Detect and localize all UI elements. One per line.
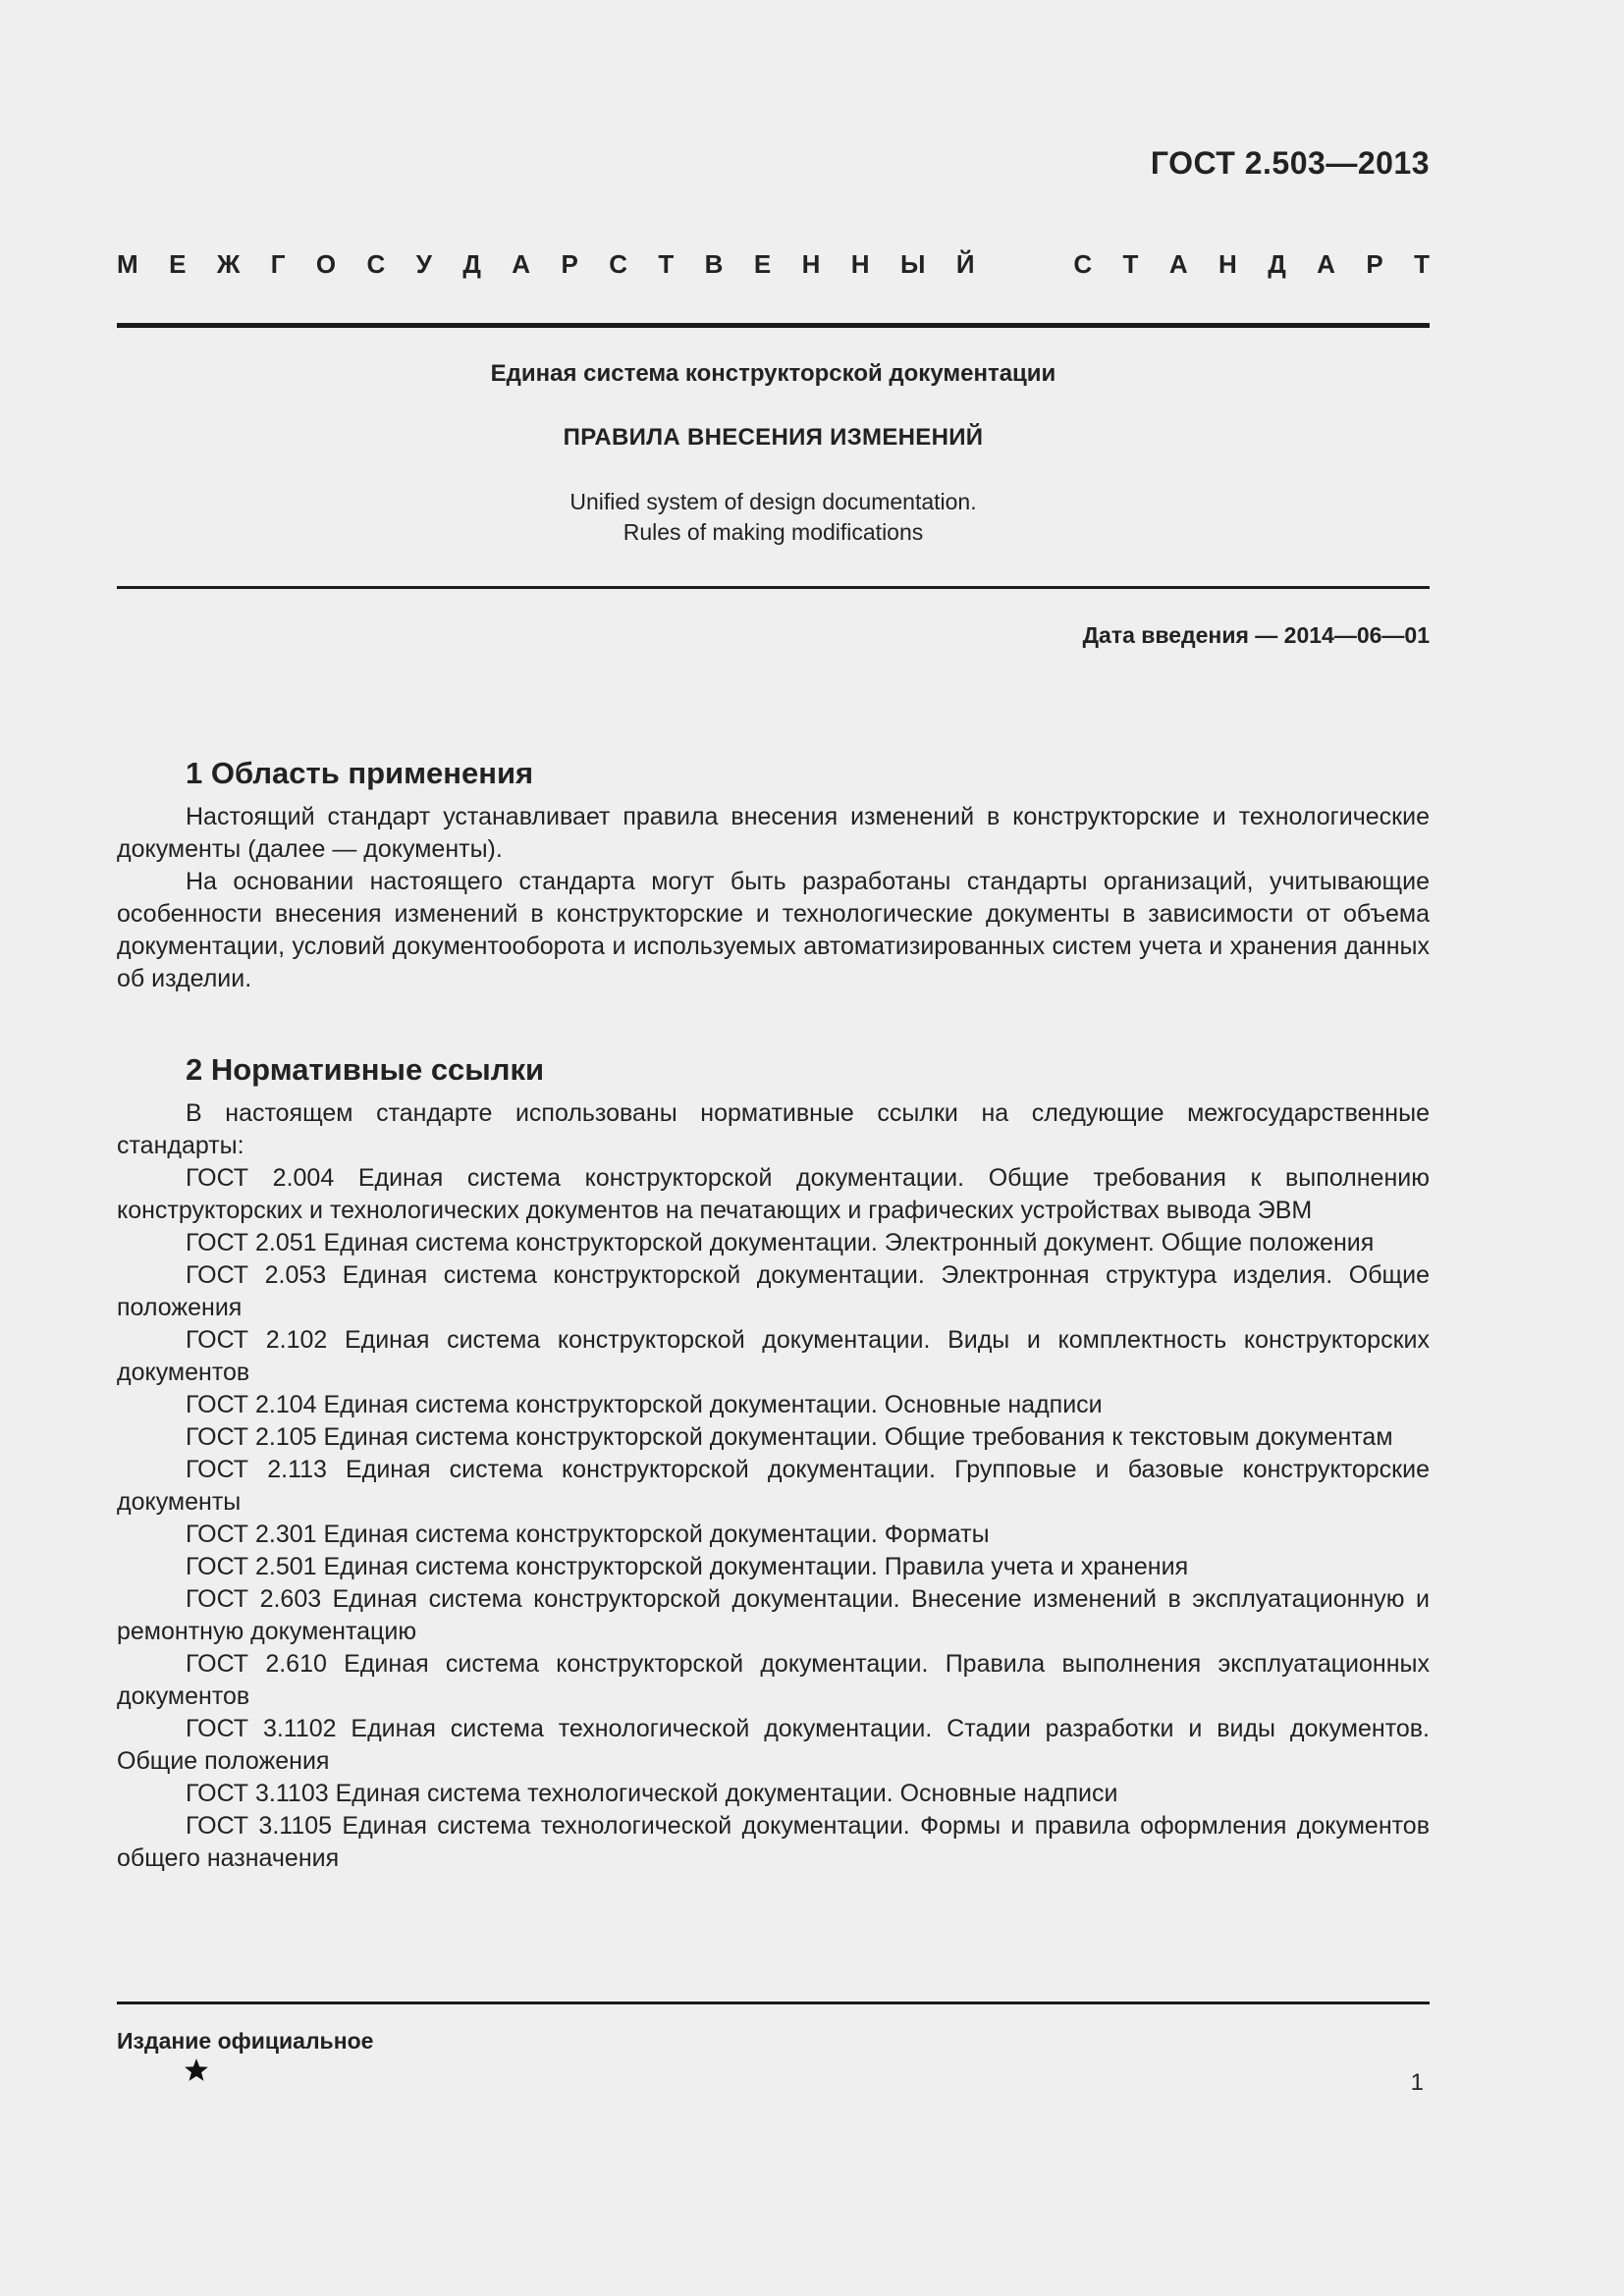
title-divider [117, 586, 1430, 589]
letter: Ж [216, 249, 241, 279]
letter: Г [270, 249, 286, 279]
letter: Д [1268, 249, 1286, 279]
letter: Й [955, 249, 975, 279]
reference-item: ГОСТ 2.105 Единая система конструкторской документации. Общие требования к текстовым документам [186, 1423, 1393, 1451]
letter: Н [850, 249, 870, 279]
letter: Т [658, 249, 675, 279]
letter: Н [1218, 249, 1237, 279]
word-gap [1005, 249, 1043, 280]
letter: Т [1122, 249, 1139, 279]
letter: Ы [899, 249, 926, 279]
header-divider [117, 323, 1430, 328]
letter: А [1168, 249, 1188, 279]
reference-item: ГОСТ 2.004 Единая система конструкторской документации. Общие требования к выполнению конструкторских и технологических документов на печатающих и графических устройствах вывода ЭВМ [117, 1164, 1430, 1224]
english-title-line: Rules of making modifications [623, 519, 924, 545]
reference-item: ГОСТ 2.053 Единая система конструкторской документации. Электронная структура изделия. Общие положения [117, 1261, 1430, 1321]
reference-item: ГОСТ 3.1103 Единая система технологической документации. Основные надписи [186, 1780, 1118, 1807]
reference-item: ГОСТ 2.301 Единая система конструкторской документации. Форматы [186, 1521, 990, 1548]
letter: С [366, 249, 386, 279]
document-page [117, 0, 1430, 2296]
introduction-date: Дата введения — 2014—06—01 [1082, 622, 1430, 648]
letter: Н [801, 249, 821, 279]
english-title-line: Unified system of design documentation. [569, 489, 977, 514]
letter: Е [169, 249, 187, 279]
section-heading: 2 Нормативные ссылки [186, 1052, 545, 1087]
reference-item: ГОСТ 3.1102 Единая система технологической документации. Стадии разработки и виды документов. Общие положения [117, 1715, 1430, 1775]
footer-divider [117, 2002, 1430, 2004]
reference-item: ГОСТ 2.051 Единая система конструкторской документации. Электронный документ. Общие положения [186, 1229, 1375, 1256]
letter: В [704, 249, 724, 279]
letter: Д [462, 249, 481, 279]
letter: Р [561, 249, 578, 279]
reference-item: ГОСТ 2.104 Единая система конструкторской документации. Основные надписи [186, 1391, 1103, 1418]
publication-label: Издание официальное [117, 2028, 374, 2054]
english-title [117, 487, 1430, 548]
paragraph: В настоящем стандарте использованы нормативные ссылки на следующие межгосударственные стандарты: [117, 1099, 1430, 1159]
letter: А [512, 249, 531, 279]
letter: С [1073, 249, 1093, 279]
reference-item: ГОСТ 2.501 Единая система конструкторской документации. Правила учета и хранения [186, 1553, 1189, 1580]
reference-item: ГОСТ 3.1105 Единая система технологической документации. Формы и правила оформления документов общего назначения [117, 1812, 1430, 1872]
paragraph: Настоящий стандарт устанавливает правила внесения изменений в конструкторские и технологические документы (далее — документы). [117, 803, 1430, 863]
section-scope [117, 756, 1430, 995]
letter: Е [753, 249, 772, 279]
document-title: ПРАВИЛА ВНЕСЕНИЯ ИЗМЕНЕНИЙ [563, 424, 984, 451]
system-title: Единая система конструкторской документации [490, 360, 1056, 387]
document-number: ГОСТ 2.503—2013 [1150, 145, 1430, 181]
reference-item: ГОСТ 2.603 Единая система конструкторской документации. Внесение изменений в эксплуатационную и ремонтную документацию [117, 1585, 1430, 1645]
reference-item: ГОСТ 2.102 Единая система конструкторской документации. Виды и комплектность конструкторских документов [117, 1326, 1430, 1386]
section-heading: 1 Область применения [186, 756, 534, 790]
letter: С [609, 249, 627, 279]
page-number: 1 [1410, 2069, 1424, 2096]
letter: А [1317, 249, 1335, 279]
letter: О [315, 249, 337, 279]
star-icon [184, 2057, 209, 2083]
standard-type-heading [117, 249, 1430, 280]
paragraph: На основании настоящего стандарта могут быть разработаны стандарты организаций, учитывающие особенности внесения изменений в конструкторские и технологические документы в зависимости от объема документации, условий документооборота и используемых автоматизированных систем учета и хранения данных об изделии. [117, 868, 1430, 992]
reference-item: ГОСТ 2.113 Единая система конструкторской документации. Групповые и базовые конструкторские документы [117, 1456, 1430, 1516]
letter: Р [1366, 249, 1383, 279]
letter: Т [1414, 249, 1430, 279]
reference-item: ГОСТ 2.610 Единая система конструкторской документации. Правила выполнения эксплуатационных документов [117, 1650, 1430, 1710]
letter: У [415, 249, 432, 279]
section-normative-references [117, 1052, 1430, 1875]
letter: М [117, 249, 138, 279]
